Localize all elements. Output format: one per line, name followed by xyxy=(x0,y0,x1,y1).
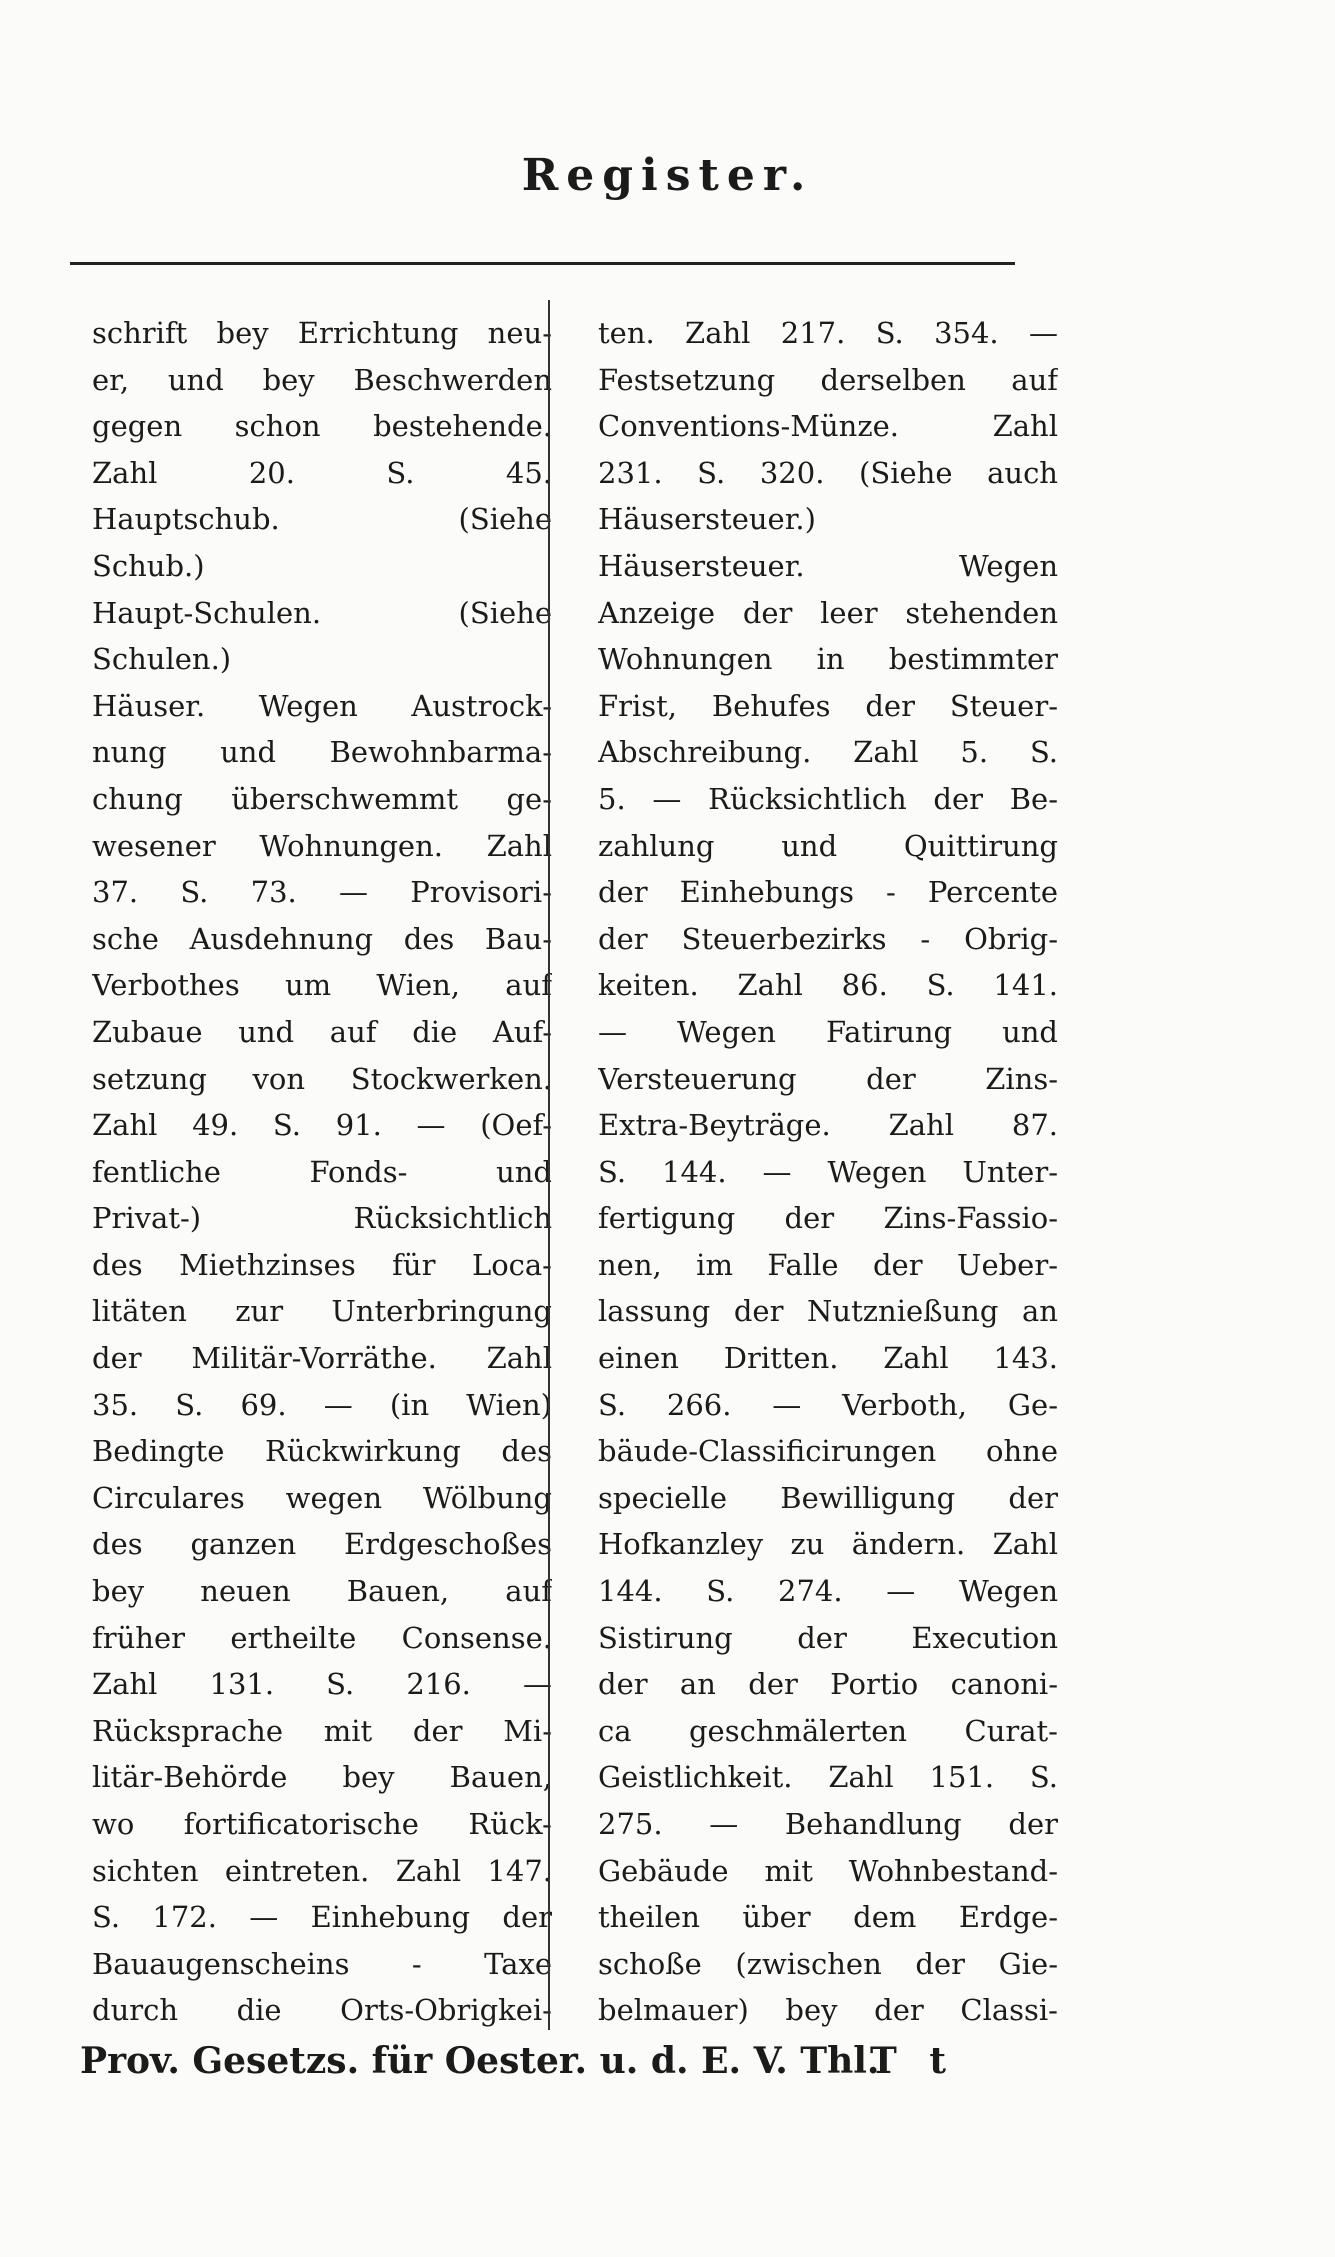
text-line: Frist, Behufes der Steuer- xyxy=(598,688,1058,723)
text-line: Häusersteuer.) xyxy=(598,502,816,537)
text-line: 231. S. 320. (Siehe auch xyxy=(598,455,1058,490)
text-line: Abschreibung. Zahl 5. S. xyxy=(598,735,1058,770)
text-line: fertigung der Zins-Fassio- xyxy=(598,1201,1058,1236)
text-line: 144. S. 274. — Wegen xyxy=(598,1574,1058,1609)
left-column xyxy=(92,310,552,2034)
text-line: einen Dritten. Zahl 143. xyxy=(598,1341,1058,1376)
text-line: lassung der Nutznießung an xyxy=(598,1294,1058,1329)
text-line: Zahl 131. S. 216. — xyxy=(92,1667,552,1702)
text-line: Bedingte Rückwirkung des xyxy=(92,1434,552,1469)
text-line: des Miethzinses für Loca- xyxy=(92,1247,552,1282)
text-line: gegen schon bestehende. xyxy=(92,409,552,444)
text-line: der Steuerbezirks - Obrig- xyxy=(598,921,1058,956)
page-footer xyxy=(80,2040,960,2082)
text-line: litäten zur Unterbringung xyxy=(92,1294,552,1329)
text-line: Häuser. Wegen Austrock- xyxy=(92,688,552,723)
text-line: nen, im Falle der Ueber- xyxy=(598,1247,1058,1282)
text-line: schoße (zwischen der Gie- xyxy=(598,1946,1058,1981)
text-line: sche Ausdehnung des Bau- xyxy=(92,921,552,956)
text-line: Zubaue und auf die Auf- xyxy=(92,1014,552,1049)
text-line: Wohnungen in bestimmter xyxy=(598,642,1058,677)
text-line: fentliche Fonds- und xyxy=(92,1154,552,1189)
text-line: der Einhebungs - Percente xyxy=(598,875,1058,910)
text-line: Versteuerung der Zins- xyxy=(598,1061,1058,1096)
text-line: 35. S. 69. — (in Wien) xyxy=(92,1387,552,1422)
text-line: Rücksprache mit der Mi- xyxy=(92,1713,552,1748)
text-line: Circulares wegen Wölbung xyxy=(92,1480,552,1515)
text-line: Zahl 20. S. 45. xyxy=(92,455,552,490)
text-line: ca geschmälerten Curat- xyxy=(598,1713,1058,1748)
text-line: durch die Orts-Obrigkei- xyxy=(92,1993,552,2028)
text-line: Schulen.) xyxy=(92,642,232,677)
text-line: Zahl 49. S. 91. — (Oef- xyxy=(92,1108,552,1143)
text-line: Sistirung der Execution xyxy=(598,1620,1058,1655)
text-line: zahlung und Quittirung xyxy=(598,828,1058,863)
text-line: Geistlichkeit. Zahl 151. S. xyxy=(598,1760,1058,1795)
text-line: ten. Zahl 217. S. 354. — xyxy=(598,316,1058,350)
text-line: S. 172. — Einhebung der xyxy=(92,1900,552,1935)
text-line: bäude-Classificirungen ohne xyxy=(598,1434,1058,1469)
text-line: der Militär-Vorräthe. Zahl xyxy=(92,1341,552,1376)
text-line: S. 266. — Verboth, Ge- xyxy=(598,1387,1058,1422)
footer-title: Prov. Gesetzs. für Oester. u. d. E. V. Thl. xyxy=(80,2040,880,2082)
text-line: wo fortificatorische Rück- xyxy=(92,1807,552,1841)
text-line: specielle Bewilligung der xyxy=(598,1480,1058,1515)
text-line: Privat-) Rücksichtlich xyxy=(92,1201,552,1236)
text-line: bey neuen Bauen, auf xyxy=(92,1574,552,1609)
right-column xyxy=(598,310,1058,2034)
page-title: Register. xyxy=(521,150,814,201)
text-line: wesener Wohnungen. Zahl xyxy=(92,828,552,863)
text-line: der an der Portio canoni- xyxy=(598,1667,1058,1702)
signature-mark: T t xyxy=(870,2040,956,2082)
text-line: sichten eintreten. Zahl 147. xyxy=(92,1853,552,1888)
text-line: chung überschwemmt ge- xyxy=(92,781,552,816)
text-line: Hauptschub. (Siehe xyxy=(92,502,552,537)
text-line: Bauaugenscheins - Taxe xyxy=(92,1946,552,1981)
text-line: Anzeige der leer stehenden xyxy=(598,595,1058,630)
text-line: Hofkanzley zu ändern. Zahl xyxy=(598,1527,1058,1562)
text-line: Häusersteuer. Wegen xyxy=(598,548,1058,583)
text-line: Conventions-Münze. Zahl xyxy=(598,409,1058,444)
text-line: Gebäude mit Wohnbestand- xyxy=(598,1853,1058,1888)
text-line: setzung von Stockwerken. xyxy=(92,1061,552,1096)
text-line: Verbothes um Wien, auf xyxy=(92,968,552,1003)
text-line: theilen über dem Erdge- xyxy=(598,1900,1058,1935)
text-line: Festsetzung derselben auf xyxy=(598,362,1058,397)
text-line: — Wegen Fatirung und xyxy=(598,1014,1058,1049)
text-line: belmauer) bey der Classi- xyxy=(598,1993,1058,2028)
text-line: er, und bey Beschwerden xyxy=(92,362,552,397)
text-line: des ganzen Erdgeschoßes xyxy=(92,1527,552,1562)
text-line: früher ertheilte Consense. xyxy=(92,1620,552,1655)
text-line: 5. — Rücksichtlich der Be- xyxy=(598,781,1058,816)
text-line: Extra-Beyträge. Zahl 87. xyxy=(598,1108,1058,1143)
text-line: 37. S. 73. — Provisori- xyxy=(92,875,552,910)
text-line: nung und Bewohnbarma- xyxy=(92,735,552,770)
column-divider xyxy=(548,300,550,2030)
text-line: keiten. Zahl 86. S. 141. xyxy=(598,968,1058,1003)
text-line: Haupt-Schulen. (Siehe xyxy=(92,595,552,630)
text-line: litär-Behörde bey Bauen, xyxy=(92,1760,552,1795)
text-line: Schub.) xyxy=(92,548,205,583)
text-line: schrift bey Errichtung neu- xyxy=(92,316,552,350)
text-line: 275. — Behandlung der xyxy=(598,1807,1058,1841)
text-line: S. 144. — Wegen Unter- xyxy=(598,1154,1058,1189)
header-divider xyxy=(70,262,1015,265)
